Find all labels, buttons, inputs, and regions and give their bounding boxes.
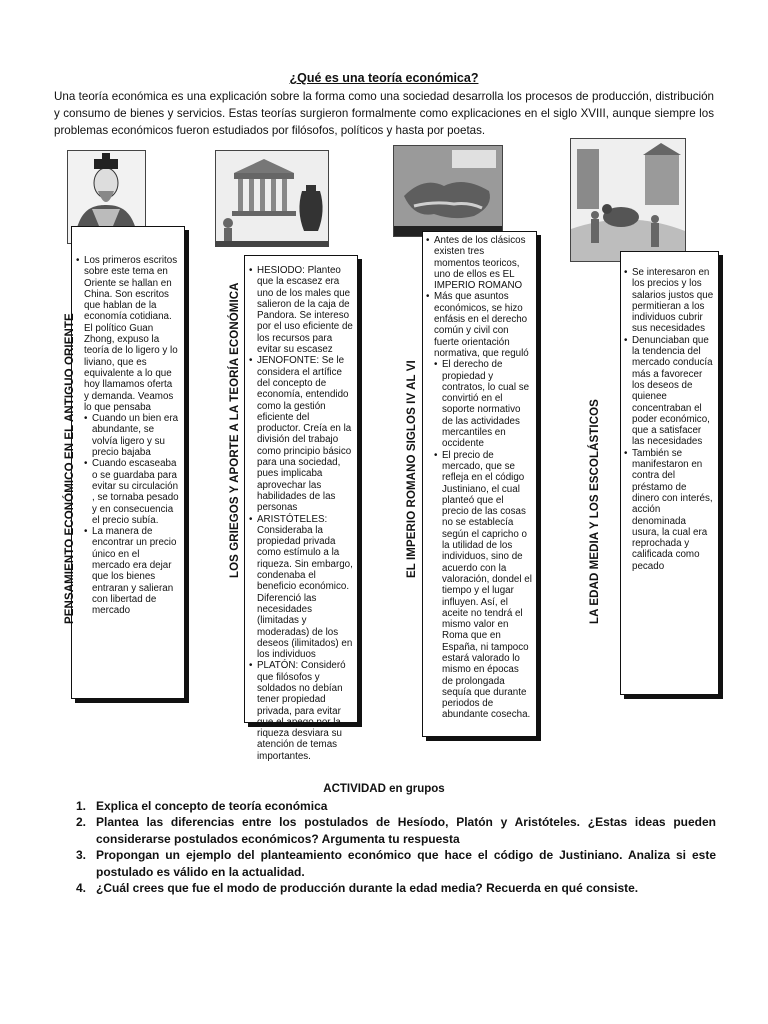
activity-item-2: 2. Plantea las diferencias entre los postulados de Hesíodo, Platón y Aristóteles. ¿Estas ideas pueden considerarse postulados económicos? Argumenta tu respuesta (76, 815, 716, 846)
label-griegos: LOS GRIEGOS Y APORTE A LA TEORÍA ECONÓMICA (229, 282, 241, 578)
romano-item-2: • Más que asuntos económicos, se hizo enfásis en el derecho común y civil con fuerte orientación normativa, que reguló (426, 291, 532, 359)
activity-item-3: 3. Propongan un ejemplo del planteamiento económico que hace el código de Justiniano. Analiza si este postulado es válido en la actualidad. (76, 848, 716, 879)
griegos-item-hesiodo: • HESIODO: Planteo que la escasez era uno de los males que salieron de la caja de Pandora. Se intereso por el uso eficiente de los recursos para evitar su escasez (249, 265, 353, 355)
activity-title: ACTIVIDAD en grupos (323, 783, 445, 795)
edad-media-item-1: • Se interesaron en los precios y los salarios justos que permitieran a los individuos cubrir sus necesidades (624, 267, 714, 335)
oriente-item-1: • Los primeros escritos sobre este tema en Oriente se hallan en China. Son escritos que hablan de la economía cotidiana. El político Guan Zhong, expuso la teoría de lo ligero y lo liviano, que es equivalente a lo que hoy llamamos oferta y demanda. Veamos lo que pensaba (76, 255, 179, 413)
romano-item-1: • Antes de los clásicos existen tres momentos teoricos, uno de ellos es EL IMPERIO ROMANO (426, 235, 532, 291)
edad-media-item-3: • También se manifestaron en contra del préstamo de dinero con interés, acción denominada usura, la cual era reprochada y calificada como pecado (624, 448, 714, 572)
edad-media-item-2: • Denunciaban que la tendencia del mercado conducía más a favorecer los deseos de quienee concentraban el poder económico, que a satisfacer las necesidades (624, 335, 714, 448)
box-edad-media (620, 251, 719, 695)
oriente-item-4: • La manera de encontrar un precio único en el mercado era dejar que los bienes entraran y salieran con libertad de mercado (76, 526, 179, 616)
label-antiguo-oriente: PENSAMIENTO ECONÓMICO EN EL ANTIGUO ORIENTE (64, 313, 76, 624)
griegos-item-jenofonte: • JENOFONTE: Se le considera el artífice del concepto de economía, entendido como la gestión eficiente del productor. Creía en la división del trabajo como principio básico para una sociedad, pues implicaba aprovechar las habilidades de las personas (249, 355, 353, 513)
griegos-item-aristoteles: • ARISTÓTELES: Consideraba la propiedad privada como estímulo a la riqueza. Sin embargo, condenaba el beneficio económico. Diferenció las necesidades (limitadas y moderadas) de los deseos (ilimitados) en los individuos (249, 514, 353, 661)
label-imperio-romano: EL IMPERIO ROMANO SIGLOS IV AL VI (406, 360, 418, 578)
label-edad-media: LA EDAD MEDIA Y LOS ESCOLÁSTICOS (589, 399, 601, 624)
box-antiguo-oriente (71, 226, 185, 699)
griegos-item-platon: • PLATÓN: Consideró que filósofos y soldados no debían tener propiedad privada, para evitar que el apego por la riqueza desviara su atención de temas importantes. (249, 660, 353, 762)
activity-item-1: 1. Explica el concepto de teoría económica (76, 799, 328, 813)
oriente-item-2: • Cuando un bien era abundante, se volvía ligero y su precio bajaba (76, 413, 179, 458)
greek-temple-image (215, 150, 329, 247)
box-imperio-romano (422, 231, 537, 737)
oriente-item-3: • Cuando escaseaba o se guardaba para evitar su circulación , se tornaba pesado y en consecuencia el precio subía. (76, 458, 179, 526)
roman-empire-map-image (393, 145, 503, 237)
medieval-village-image (570, 138, 686, 262)
activity-list (76, 798, 716, 896)
page-title: ¿Qué es una teoría económica? (289, 71, 479, 85)
box-griegos (244, 255, 358, 762)
activity-item-4: 4. ¿Cuál crees que fue el modo de producción durante la edad media? Recuerda en qué consiste. (76, 881, 639, 896)
romano-item-3: • El derecho de propiedad y contratos, lo cual se convirtió en el soporte normativo de las actividades mercantiles en occidente (426, 359, 532, 449)
romano-item-4: • El precio de mercado, que se refleja en el código Justiniano, el cual planteó que el precio de las cosas no se establecía según el capricho o la utilidad de los individuos, sino de acuerdo con la valoración, dondel el tiempo y el lugar influyen. Así, el aceite no tendrá el mismo valor en Roma que en España, ni tampoco estará valorado lo mismo en épocas de prolongada sequía que durante periodos de abundante cosecha. (426, 450, 532, 721)
intro-paragraph: Una teoría económica es una explicación sobre la forma como una sociedad desarrolla los procesos de producción, distribución y consumo de bienes y servicios. Estas teorías surgieron formalmente como explicaciones en el siglo XVIII, aunque siempre los problemas económicos fueron estudiados por filósofos, políticos y hasta por poetas. (54, 90, 714, 137)
